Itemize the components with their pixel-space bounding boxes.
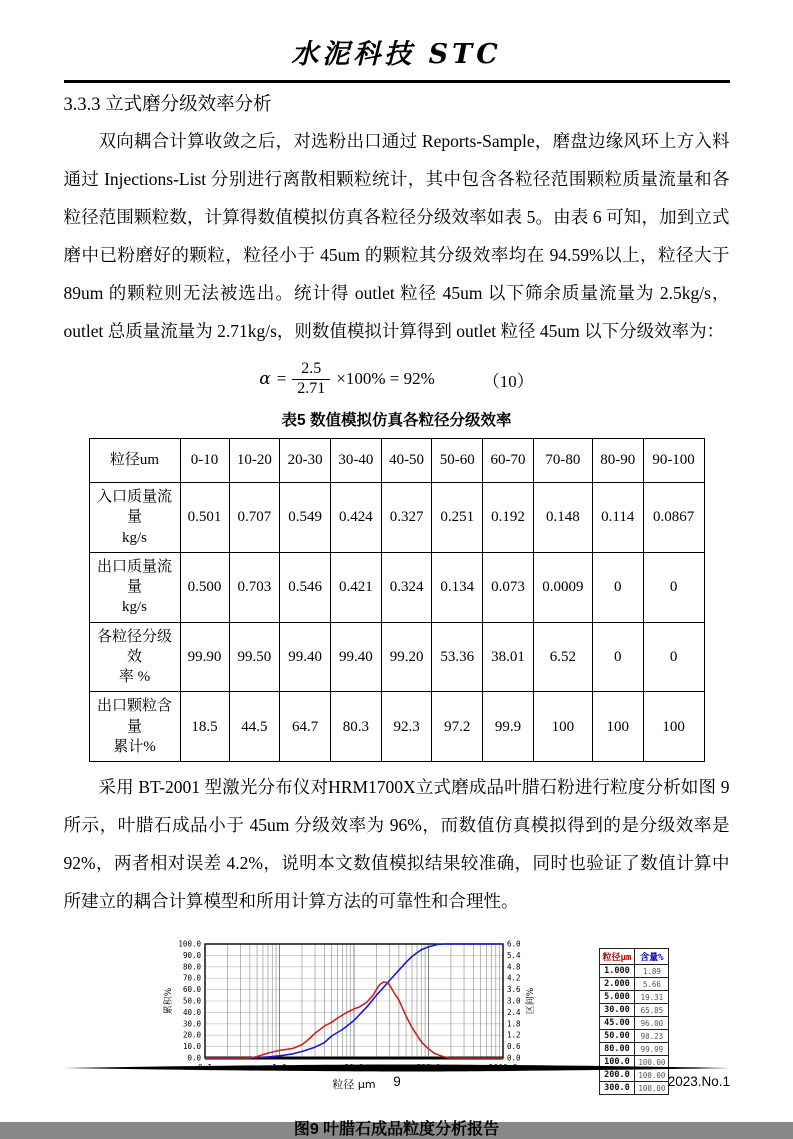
- t5-cell: 0.0009: [533, 552, 592, 622]
- t5-cell: 0.703: [229, 552, 280, 622]
- svg-text:80.0: 80.0: [182, 962, 201, 972]
- side-cell: 100.0: [599, 1056, 635, 1069]
- t5-cell: 53.36: [432, 622, 483, 692]
- side-table-row: [599, 965, 669, 978]
- t5-cell: 44.5: [229, 692, 280, 762]
- table-row: [89, 622, 704, 692]
- table-row: [89, 692, 704, 762]
- t5-cell: 99.9: [483, 692, 534, 762]
- t5-header-range: 60-70: [483, 439, 534, 483]
- footer-row: [64, 1072, 730, 1092]
- table-row: [89, 552, 704, 622]
- t5-header-range: 50-60: [432, 439, 483, 483]
- equation-number: （10）: [482, 371, 534, 391]
- t5-row-label: 出口颗粒含量 累计%: [89, 692, 180, 762]
- fraction-denominator: 2.71: [297, 379, 326, 397]
- side-table-row: [599, 1004, 669, 1017]
- t5-header-range: 10-20: [229, 439, 280, 483]
- equals-sign: =: [276, 369, 287, 389]
- svg-text:1.2: 1.2: [506, 1030, 521, 1040]
- svg-text:2.4: 2.4: [506, 1007, 521, 1017]
- t5-header-range: 0-10: [180, 439, 229, 483]
- t5-cell: 99.40: [330, 622, 381, 692]
- svg-text:60.0: 60.0: [182, 985, 201, 995]
- svg-text:粒径 μm: 粒径 μm: [331, 1078, 376, 1092]
- t5-cell: 0.424: [330, 483, 381, 553]
- svg-text:5.4: 5.4: [506, 950, 521, 960]
- t5-cell: 0.421: [330, 552, 381, 622]
- t5-cell: 0.251: [432, 483, 483, 553]
- t5-row-label: 各粒径分级效 率 %: [89, 622, 180, 692]
- equation-10: [64, 360, 730, 398]
- svg-text:40.0: 40.0: [182, 1007, 201, 1017]
- svg-text:1.8: 1.8: [506, 1019, 521, 1029]
- side-cell: 96.00: [635, 1017, 669, 1030]
- t5-header-range: 40-50: [381, 439, 432, 483]
- side-cell: 30.00: [599, 1004, 635, 1017]
- svg-text:累积%: 累积%: [163, 987, 174, 1015]
- svg-text:30.0: 30.0: [182, 1019, 201, 1029]
- t5-cell: 100: [643, 692, 704, 762]
- svg-text:区间%: 区间%: [525, 987, 536, 1015]
- side-cell: 200.0: [599, 1069, 635, 1082]
- svg-text:100.0: 100.0: [177, 939, 201, 949]
- t5-cell: 92.3: [381, 692, 432, 762]
- side-cell: 45.00: [599, 1017, 635, 1030]
- header-rule: [64, 80, 730, 83]
- t5-cell: 100: [533, 692, 592, 762]
- side-cell: 19.31: [635, 991, 669, 1004]
- side-cell: 300.0: [599, 1082, 635, 1095]
- t5-cell: 0: [643, 622, 704, 692]
- t5-cell: 0.327: [381, 483, 432, 553]
- t5-cell: 99.20: [381, 622, 432, 692]
- t5-cell: 6.52: [533, 622, 592, 692]
- t5-header-range: 30-40: [330, 439, 381, 483]
- t5-cell: 99.40: [280, 622, 331, 692]
- t5-cell: 0.114: [592, 483, 643, 553]
- side-cell: 1.89: [635, 965, 669, 978]
- alpha-symbol: α: [259, 369, 271, 390]
- svg-text:4.8: 4.8: [506, 962, 521, 972]
- svg-text:3.0: 3.0: [506, 996, 521, 1006]
- t5-cell: 0.546: [280, 552, 331, 622]
- side-table-row: [599, 1030, 669, 1043]
- t5-cell: 0: [643, 552, 704, 622]
- side-header-size: 粒径µm: [599, 949, 635, 965]
- t5-cell: 0.707: [229, 483, 280, 553]
- t5-cell: 99.90: [180, 622, 229, 692]
- t5-cell: 0: [592, 622, 643, 692]
- t5-cell: 0.148: [533, 483, 592, 553]
- side-cell: 98.23: [635, 1030, 669, 1043]
- t5-cell: 0.500: [180, 552, 229, 622]
- side-cell: 99.99: [635, 1043, 669, 1056]
- page-footer: [64, 1064, 730, 1092]
- t5-cell: 0.549: [280, 483, 331, 553]
- side-table-row: [599, 991, 669, 1004]
- t5-cell: 64.7: [280, 692, 331, 762]
- svg-text:4.2: 4.2: [506, 973, 521, 983]
- svg-text:50.0: 50.0: [182, 996, 201, 1006]
- t5-header-range: 70-80: [533, 439, 592, 483]
- t5-cell: 0.192: [483, 483, 534, 553]
- table5-caption: 表5 数值模拟仿真各粒径分级效率: [281, 412, 512, 430]
- t5-cell: 0.073: [483, 552, 534, 622]
- svg-text:0.6: 0.6: [506, 1042, 521, 1052]
- formula-rhs: ×100% = 92%: [336, 369, 435, 389]
- side-cell: 100.00: [635, 1082, 669, 1095]
- t5-cell: 18.5: [180, 692, 229, 762]
- formula-expression: [259, 360, 435, 398]
- side-cell: 65.85: [635, 1004, 669, 1017]
- section-heading: 3.3.3 立式磨分级效率分析: [63, 94, 272, 115]
- t5-cell: 38.01: [483, 622, 534, 692]
- t5-cell: 80.3: [330, 692, 381, 762]
- journal-title: 水泥科技 STC: [291, 39, 502, 70]
- svg-text:20.0: 20.0: [182, 1030, 201, 1040]
- side-cell: 50.00: [599, 1030, 635, 1043]
- t5-header-range: 90-100: [643, 439, 704, 483]
- table5: [89, 438, 705, 762]
- t5-cell: 99.50: [229, 622, 280, 692]
- t5-cell: 0: [592, 552, 643, 622]
- t5-cell: 0.501: [180, 483, 229, 553]
- t5-cell: 0.0867: [643, 483, 704, 553]
- svg-text:6.0: 6.0: [506, 939, 521, 949]
- side-cell: 100.00: [635, 1056, 669, 1069]
- t5-header-range: 80-90: [592, 439, 643, 483]
- side-header-content: 含量%: [635, 949, 669, 965]
- fraction-numerator: 2.5: [292, 360, 330, 379]
- t5-cell: 0.134: [432, 552, 483, 622]
- t5-cell: 0.324: [381, 552, 432, 622]
- issue-label: 2023.No.1: [667, 1074, 730, 1089]
- t5-row-label: 入口质量流量 kg/s: [89, 483, 180, 553]
- table-row: [89, 483, 704, 553]
- page-number: 9: [393, 1074, 401, 1089]
- side-table-row: [599, 978, 669, 991]
- fraction: [292, 360, 330, 398]
- side-cell: 100.00: [635, 1069, 669, 1082]
- side-table-row: [599, 1017, 669, 1030]
- side-cell: 5.66: [635, 978, 669, 991]
- figure-caption: 图9 叶腊石成品粒度分析报告: [293, 1121, 500, 1139]
- svg-text:70.0: 70.0: [182, 973, 201, 983]
- t5-cell: 97.2: [432, 692, 483, 762]
- svg-text:10.0: 10.0: [182, 1042, 201, 1052]
- svg-text:0.0: 0.0: [186, 1053, 201, 1063]
- t5-header-range: 20-30: [280, 439, 331, 483]
- side-cell: 5.000: [599, 991, 635, 1004]
- t5-row-label: 出口质量流量 kg/s: [89, 552, 180, 622]
- paragraph-1: 双向耦合计算收敛之后，对选粉出口通过 Reports-Sample，磨盘边缘风环上方入料通过 Injections-List 分别进行离散相颗粒统计，其中包含各粒径范围颗粒质量流量和各粒径范围颗粒数，计算得数值模拟仿真各粒径分级效率如表 5。由表 6 可知，加到立式磨中已粉磨好的颗粒，粒径小于 45um 的颗粒其分级效率均在 94.59%以上，粒径大于 89um 的颗粒则无法被选出。统计得 outlet 粒径 45um 以下筛余质量流量为 2.5kg/s，outlet 总质量流量为 2.71kg/s，则数值模拟计算得到 outlet 粒径 45um 以下分级效率为：: [63, 131, 730, 342]
- t5-cell: 100: [592, 692, 643, 762]
- side-table-row: [599, 1043, 669, 1056]
- footer-rule: [64, 1064, 730, 1072]
- t5-header-label: 粒径um: [89, 439, 180, 483]
- svg-text:0.0: 0.0: [506, 1053, 521, 1063]
- side-cell: 80.00: [599, 1043, 635, 1056]
- paragraph-2: 采用 BT-2001 型激光分布仪对HRM1700X立式磨成品叶腊石粉进行粒度分析如图 9 所示，叶腊石成品小于 45um 分级效率为 96%，而数值仿真模拟得到的是分级效率是 92%，两者相对误差 4.2%，说明本文数值模拟结果较准确，同时也验证了数值计算中所建立的耦合计算模型和所用计算方法的可靠性和合理性。: [63, 777, 730, 912]
- side-cell: 1.000: [599, 965, 635, 978]
- page-content: [64, 0, 730, 1139]
- side-cell: 2.000: [599, 978, 635, 991]
- svg-text:90.0: 90.0: [182, 950, 201, 960]
- svg-text:3.6: 3.6: [506, 985, 521, 995]
